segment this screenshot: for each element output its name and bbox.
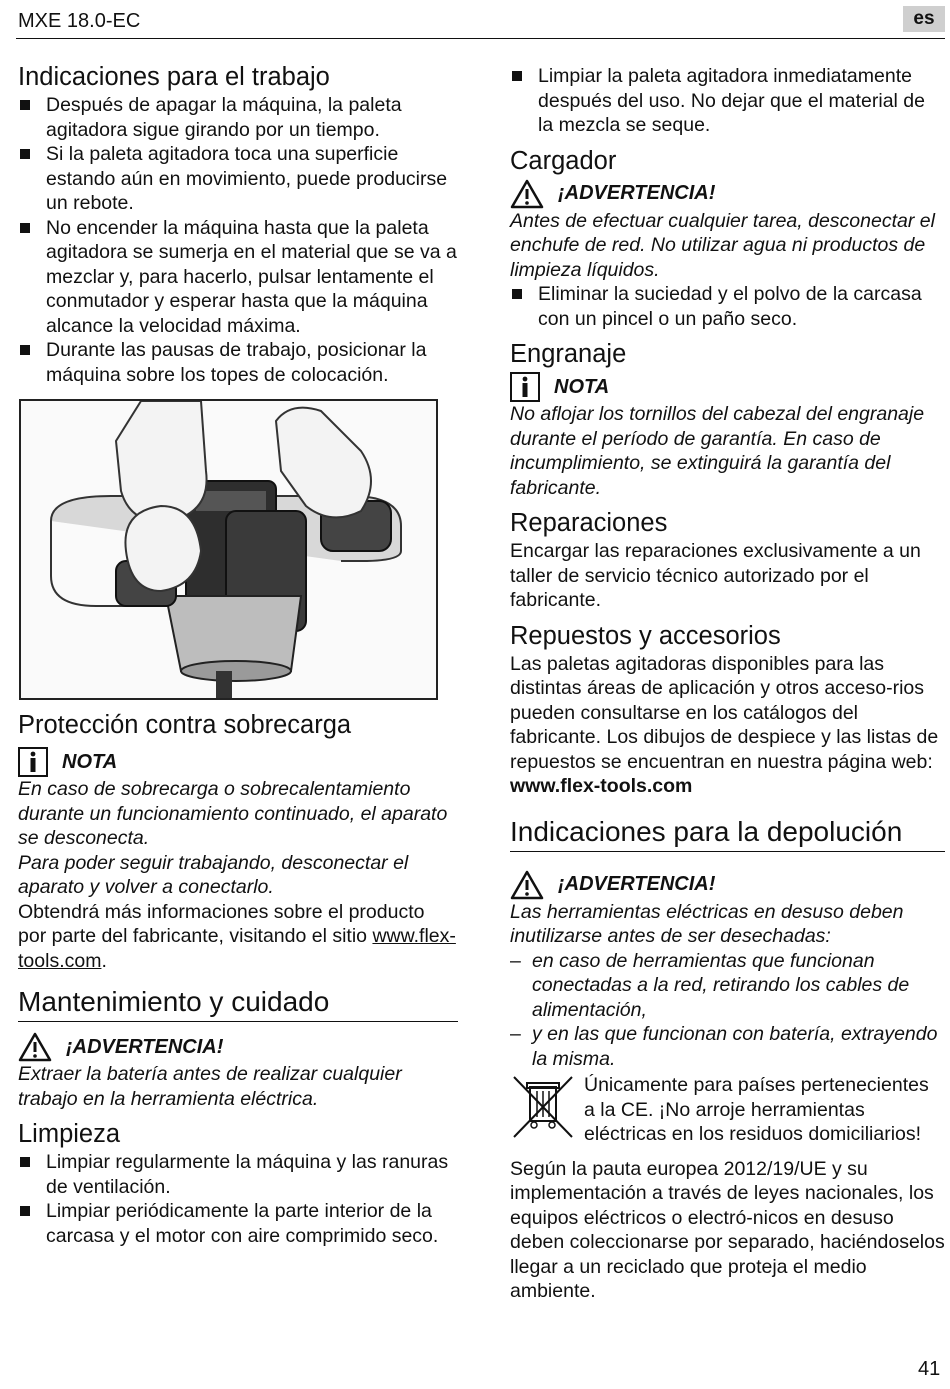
mixer-illustration xyxy=(19,399,438,700)
list-item: Limpiar regularmente la máquina y las ranuras de ventilación. xyxy=(18,1150,458,1199)
section-title-repairs: Reparaciones xyxy=(510,509,668,537)
warning-icon xyxy=(510,179,544,209)
section-title-disposal: Indicaciones para la depolución xyxy=(510,815,903,847)
header-model: MXE 18.0-EC xyxy=(18,10,141,32)
header-divider xyxy=(16,38,945,39)
gear-note-text: No aflojar los tornillos del cabezal del engranaje durante el período de garantía. En caso de incumplimiento, se extinguirá la garantía del fabricante. xyxy=(510,403,925,499)
warning-label: ¡ADVERTENCIA! xyxy=(66,1035,224,1058)
info-icon xyxy=(18,747,48,777)
charger-warning-text: Antes de efectuar cualquier tarea, desconectar el enchufe de red. No utilizar agua ni productos de limpieza líquidos. xyxy=(510,209,935,281)
work-bullet-list xyxy=(18,93,458,387)
disposal-warning xyxy=(510,870,945,900)
warning-label: ¡ADVERTENCIA! xyxy=(558,182,716,204)
disposal-warning-text: Las herramientas eléctricas en desuso deben inutilizarse antes de ser desechadas: xyxy=(510,900,904,947)
list-item: Eliminar la suciedad y el polvo de la carcasa con un pincel o un paño seco. xyxy=(510,282,945,331)
flex-tools-web[interactable]: www.flex-tools.com xyxy=(510,775,693,797)
list-item: Limpiar periódicamente la parte interior de la carcasa y el motor con aire comprimido seco. xyxy=(18,1199,458,1248)
spares-text: Las paletas agitadoras disponibles para las distintas áreas de aplicación y otros acceso-rios pueden consultarse en los catálogos del fabricante. Los dibujos de despiece y las listas de repuestos se encuentran en nuestra página web: www.flex-tools.com xyxy=(510,652,939,797)
section-title-overload: Protección contra sobrecarga xyxy=(18,711,352,739)
disposal-dash-list xyxy=(510,949,945,1072)
section-title-gear: Engranaje xyxy=(510,340,627,368)
bullet-square-icon xyxy=(20,149,30,159)
bullet-square-icon xyxy=(20,345,30,355)
list-item: Durante las pausas de trabajo, posicionar la máquina sobre los topes de colocación. xyxy=(18,338,458,387)
bullet-square-icon xyxy=(512,289,522,299)
section-title-spares: Repuestos y accesorios xyxy=(510,621,781,650)
bullet-square-icon xyxy=(20,1157,30,1167)
note-label: NOTA xyxy=(554,375,610,398)
section-title-charger: Cargador xyxy=(510,146,617,175)
cleaning-bullet-list xyxy=(18,1150,458,1248)
weee-text: Únicamente para países pertenecientes a la CE. ¡No arroje herramientas eléctricas en los residuos domiciliarios! xyxy=(584,1074,929,1145)
overload-info: Obtendrá más informaciones sobre el producto por parte del fabricante, visitando el sitio www.flex-tools.com. xyxy=(18,900,456,972)
list-item: – y en las que funcionan con batería, extrayendo la misma. xyxy=(510,1023,938,1070)
section-title-maintenance: Mantenimiento y cuidado xyxy=(18,986,330,1017)
directive-text: Según la pauta europea 2012/19/UE y su implementación a través de leyes nacionales, los equipos eléctricos o electró-nicos en desuso deben coleccionarse por separado, haciéndoselos llegar a un reciclado que proteja el medio ambiente. xyxy=(510,1157,945,1302)
maintenance-heading-block xyxy=(18,985,458,1022)
note-label: NOTA xyxy=(62,750,118,773)
repairs-text: Encargar las reparaciones exclusivamente a un taller de servicio técnico autorizado por el fabricante. xyxy=(510,540,921,611)
bullet-square-icon xyxy=(20,223,30,233)
warning-icon xyxy=(18,1032,52,1062)
charger-warning xyxy=(510,179,945,209)
overload-note-text-1: En caso de sobrecarga o sobrecalentamiento durante un funcionamiento continuado, el aparato se desconecta. xyxy=(18,778,448,849)
language-badge: es xyxy=(903,6,945,32)
gear-note xyxy=(510,372,945,402)
bullet-square-icon xyxy=(512,71,522,81)
flex-tools-link[interactable]: www.flex-tools.com xyxy=(18,925,456,972)
disposal-heading-block xyxy=(510,815,945,852)
crossed-out-bin-icon xyxy=(510,1073,576,1145)
warning-label: ¡ADVERTENCIA! xyxy=(558,873,716,895)
maintenance-warning xyxy=(18,1032,458,1062)
bullet-square-icon xyxy=(20,1206,30,1216)
list-item: Si la paleta agitadora toca una superficie estando aún en movimiento, puede producirse un rebote. xyxy=(18,142,458,216)
list-item: Limpiar la paleta agitadora inmediatamente después del uso. No dejar que el material de la mezcla se seque. xyxy=(510,64,945,138)
charger-bullet-list xyxy=(510,282,945,331)
info-icon xyxy=(510,372,540,402)
right-column xyxy=(510,64,945,1304)
left-column xyxy=(18,62,458,1248)
list-item: – en caso de herramientas que funcionan conectadas a la red, retirando los cables de alimentación, xyxy=(510,949,910,1021)
overload-note xyxy=(18,747,458,777)
top-bullet-list xyxy=(510,64,945,138)
weee-notice xyxy=(510,1073,945,1147)
warning-icon xyxy=(510,870,544,900)
list-item: Después de apagar la máquina, la paleta agitadora sigue girando por un tiempo. xyxy=(18,93,458,142)
list-item: No encender la máquina hasta que la paleta agitadora se sumerja en el material que se va a mezclar y, para hacerlo, pulsar lentamente el conmutador y esperar hasta que la máquina alcance la velocidad máxima. xyxy=(18,216,458,339)
section-title-cleaning: Limpieza xyxy=(18,1120,121,1148)
bullet-square-icon xyxy=(20,100,30,110)
maintenance-warning-text: Extraer la batería antes de realizar cualquier trabajo en la herramienta eléctrica. xyxy=(18,1063,402,1110)
overload-note-text-2: Para poder seguir trabajando, desconectar el aparato y volver a conectarlo. xyxy=(18,851,409,898)
section-title-work: Indicaciones para el trabajo xyxy=(18,63,330,91)
page-number: 41 xyxy=(918,1358,941,1380)
